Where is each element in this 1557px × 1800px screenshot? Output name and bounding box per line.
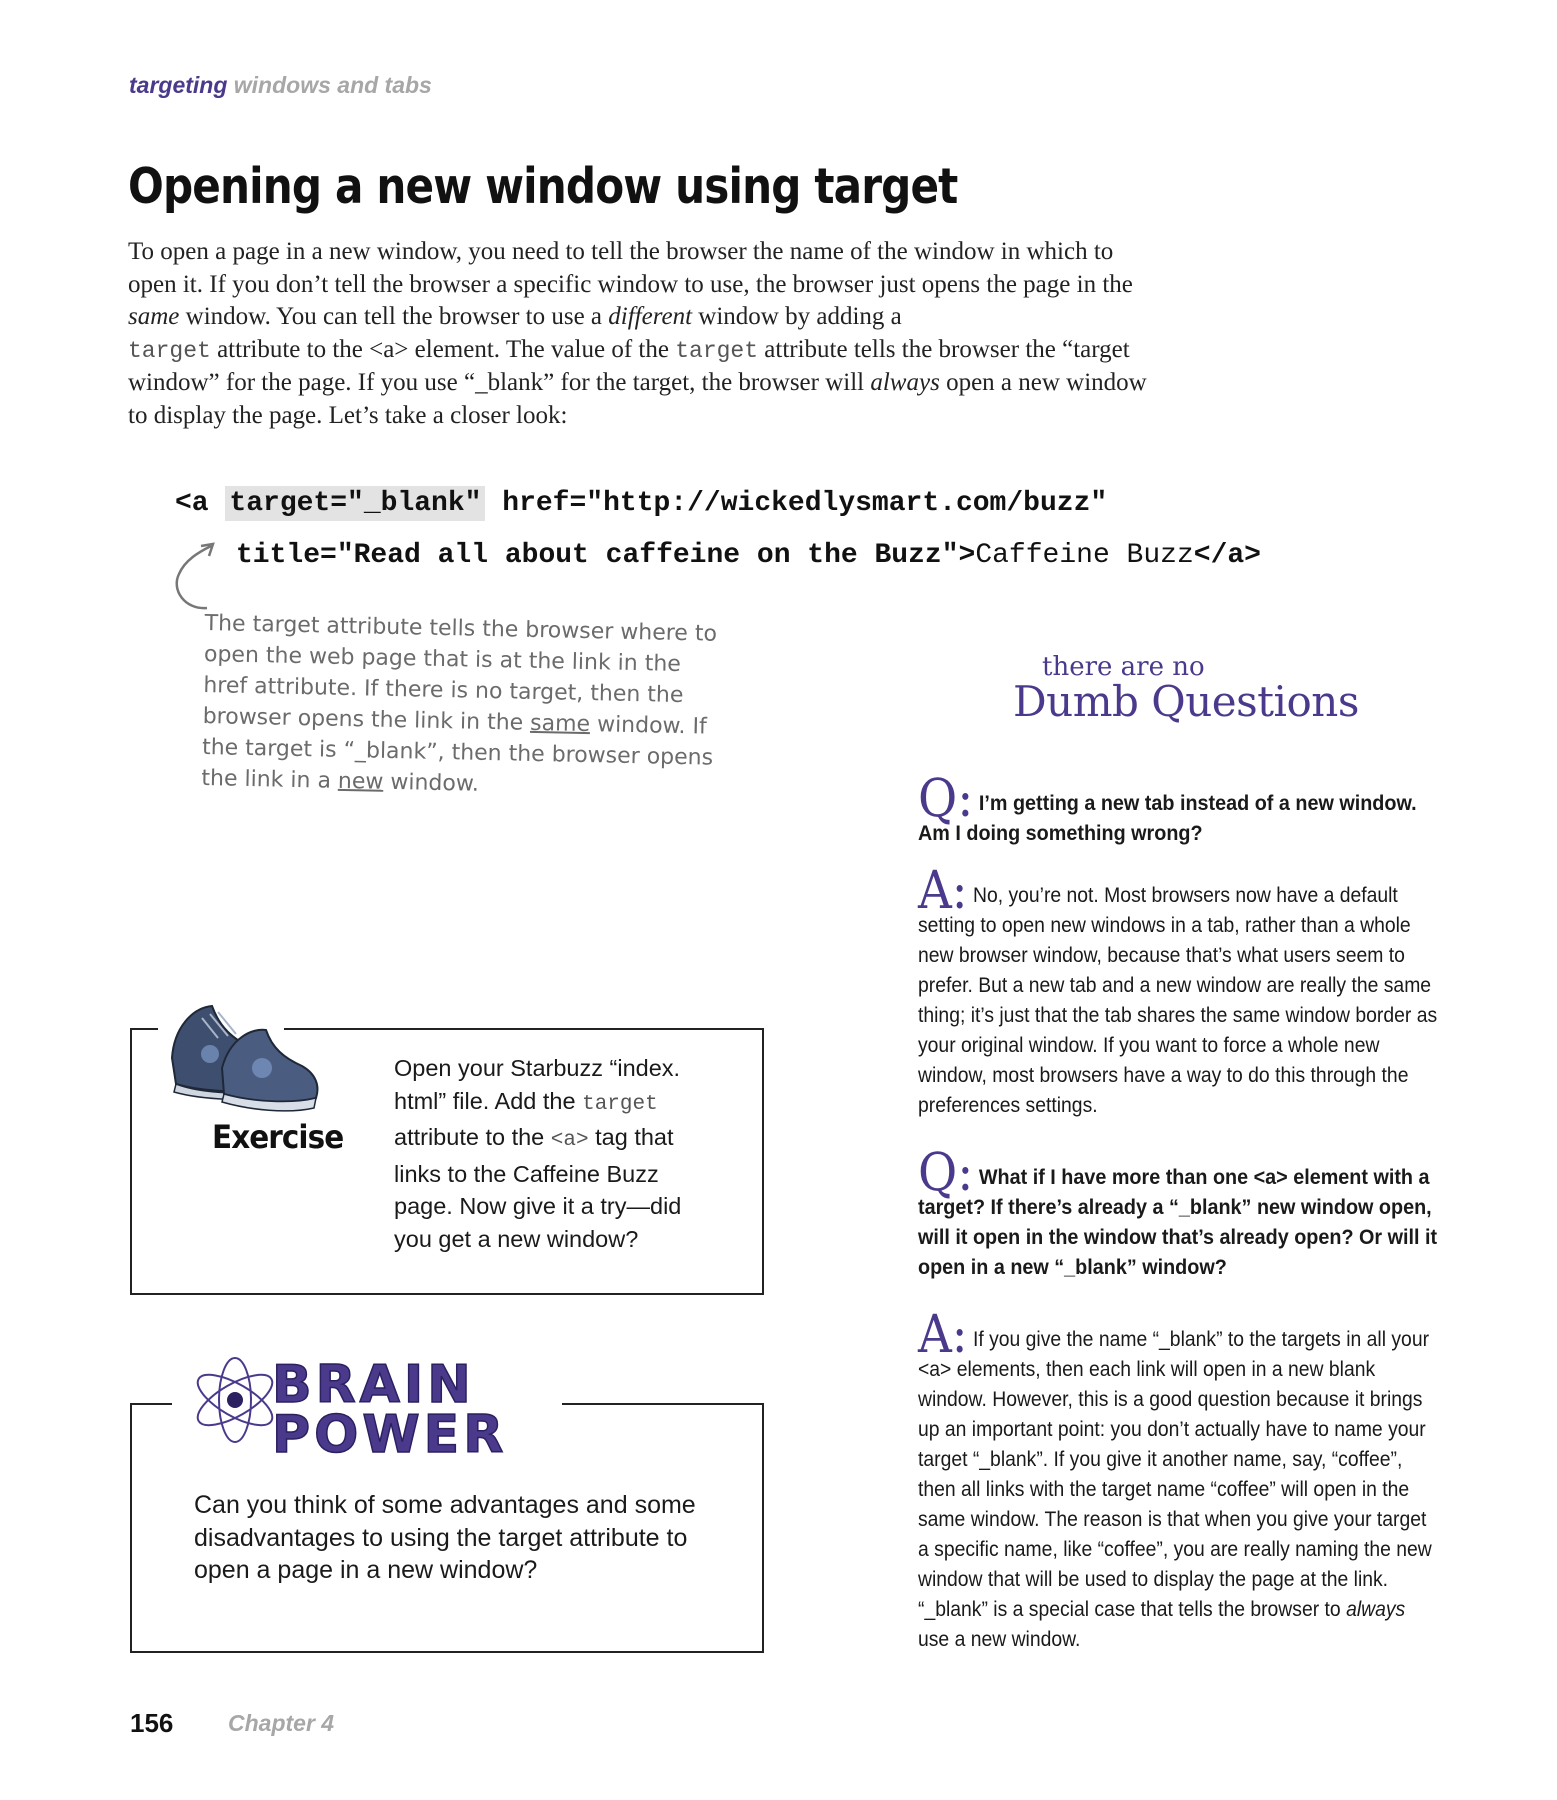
note-text-2: window. If the target is “_blank”, then the browser opens the link in a (201, 712, 714, 794)
code-href-attr: href="http://wickedlysmart.com/buzz" (485, 488, 1108, 519)
handwritten-note (201, 608, 725, 805)
code-close-tag: </a> (1193, 540, 1261, 571)
intro-em-always: always (870, 369, 940, 396)
exercise-text-3: tag that links to the Caffeine Buzz page. Now give it a try—did you get a new window? (394, 1124, 682, 1252)
note-text-3: window. (383, 769, 480, 797)
running-head-bold: targeting (129, 72, 228, 98)
note-underline-new: new (337, 768, 384, 795)
intro-em-different: different (608, 303, 693, 330)
intro-text-5: attribute tells the browser the “target window” for the page. If you use “_blank” for the target, the browser will (128, 335, 1130, 396)
exercise-text (394, 1052, 694, 1255)
question-2 (918, 1143, 1438, 1282)
running-shoes-icon (162, 998, 322, 1128)
answer-2-em-always: always (1346, 1597, 1406, 1621)
brain-power-word-2: POWER (272, 1405, 508, 1465)
page-title: Opening a new window using target (128, 158, 958, 215)
code-line-2 (236, 540, 1261, 571)
q-letter: Q: (918, 1143, 974, 1203)
intro-text-2: window. You can tell the browser to use a (179, 303, 609, 330)
exercise-code-target: target (582, 1092, 658, 1116)
answer-1 (918, 861, 1438, 1120)
intro-paragraph (128, 236, 1168, 432)
code-link-text: Caffeine Buzz (975, 540, 1194, 571)
intro-text-1: To open a page in a new window, you need to tell the browser the name of the window in which to open it. If you don’t tell the browser a specific window to use, the browser just opens the page in the (128, 238, 1133, 298)
intro-text-6: open a new window to display the page. Let’s take a closer look: (128, 369, 1147, 429)
running-head-rest: windows and tabs (233, 72, 432, 98)
answer-2-text-2: use a new window. (918, 1627, 1081, 1651)
code-line-1 (175, 488, 1107, 519)
answer-2-text-1: If you give the name “_blank” to the targets in all your <a> elements, then each link will open in a new blank window. However, this is a good question because it brings up an important point: you don’t actually have to name your target “_blank”. If you give it another name, say, “coffee”, then all links with the target name “coffee” will open in the same window. The reason is that when you give your target a specific name, like “coffee”, you are really naming the new window that will be used to display the page at the link. “_blank” is a special case that tells the browser to (918, 1327, 1432, 1621)
intro-text-3: window by adding a (692, 303, 902, 330)
brain-power-word-1: BRAIN (272, 1355, 475, 1415)
atom-icon (190, 1345, 280, 1455)
intro-em-same: same (128, 303, 180, 330)
question-1-text: I’m getting a new tab instead of a new window. Am I doing something wrong? (918, 791, 1417, 845)
chapter-label: Chapter 4 (228, 1710, 335, 1736)
dumb-questions-small-heading: there are no (1042, 652, 1205, 682)
running-head (129, 72, 432, 99)
note-underline-same: same (529, 710, 591, 738)
brain-power-box (130, 1355, 764, 1653)
code-open-tag: <a (175, 488, 226, 519)
exercise-label: Exercise (212, 1118, 344, 1156)
brain-power-text: Can you think of some advantages and some disadvantages to using the target attribute to open a page in a new window? (194, 1491, 696, 1584)
code-title-attr: title="Read all about caffeine on the Buzz"> (236, 540, 976, 571)
exercise-text-2: attribute to the (394, 1124, 551, 1150)
intro-code-target-2: target (675, 337, 759, 364)
answer-2 (918, 1305, 1438, 1654)
a-letter: A: (918, 861, 968, 921)
question-1 (918, 769, 1438, 848)
exercise-box (130, 1028, 764, 1295)
question-2-text: What if I have more than one <a> element with a target? If there’s already a “_blank” new window open, will it open in the window that’s already open? Or will it open in a new “_blank” window? (918, 1165, 1438, 1279)
a-letter: A: (918, 1305, 968, 1365)
q-letter: Q: (918, 769, 974, 829)
page-number: 156 (130, 1708, 174, 1738)
code-target-attr: target="_blank" (225, 486, 485, 521)
exercise-code-a: <a> (550, 1129, 589, 1152)
note-text-1: The target attribute tells the browser where to open the web page that is at the link in the href attribute. If there is no target, then the browser opens the link in the (202, 610, 718, 736)
intro-code-target: target (128, 337, 211, 364)
intro-text-4: attribute to the <a> element. The value of the (210, 335, 676, 363)
exercise-text-1: Open your Starbuzz “index. html” file. Add the (394, 1055, 681, 1114)
dumb-questions-heading: Dumb Questions (1013, 677, 1359, 726)
answer-1-text: No, you’re not. Most browsers now have a default setting to open new windows in a tab, rather than a whole new browser window, because that’s what users seem to prefer. But a new tab and a new window are really the same thing; it’s just that the tab shares the same window border as your original window. If you want to force a whole new window, most browsers have a way to do this through the preferences settings. (918, 883, 1438, 1117)
